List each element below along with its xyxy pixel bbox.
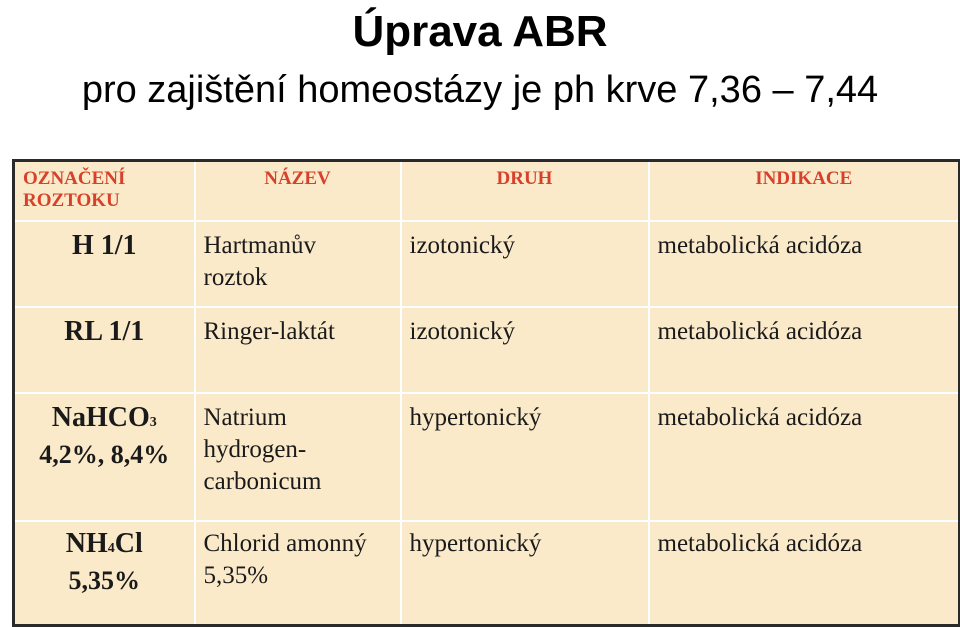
cell-code	[14, 393, 195, 521]
formula-main: NaHCO	[51, 402, 150, 433]
name-line: hydrogen-	[203, 436, 307, 463]
code-formula	[23, 402, 186, 439]
cell-code	[14, 307, 195, 393]
name-line: roztok	[203, 264, 268, 291]
name-line: Chlorid amonný	[203, 530, 367, 557]
code-text: H 1/1	[71, 230, 137, 261]
formula-pre: NH	[65, 528, 108, 559]
formula-post: Cl	[114, 528, 143, 559]
page-subtitle: pro zajištění homeostázy je ph krve 7,36 – 7,44	[81, 69, 879, 111]
formula-subscript: 4	[107, 541, 115, 556]
name-line: Natrium	[203, 404, 287, 431]
cell-code	[14, 221, 195, 307]
cell-name	[195, 393, 401, 521]
cell-druh: hypertonický	[401, 393, 649, 521]
table-row	[14, 521, 960, 626]
name-line: Hartmanův	[203, 232, 316, 259]
solutions-table	[12, 159, 960, 627]
code-text: RL 1/1	[64, 316, 145, 347]
header-oznaceni	[14, 161, 195, 222]
formula-subscript: 3	[149, 415, 157, 430]
cell-name	[195, 221, 401, 307]
header-oznaceni-line1: OZNAČENÍ	[23, 168, 126, 189]
cell-indikace: metabolická acidóza	[649, 393, 960, 521]
table-row	[14, 393, 960, 521]
cell-druh: izotonický	[401, 307, 649, 393]
cell-indikace: metabolická acidóza	[649, 521, 960, 626]
cell-name: Ringer-laktát	[195, 307, 401, 393]
header-indikace: INDIKACE	[649, 161, 960, 222]
name-line: carbonicum	[203, 468, 322, 495]
header-oznaceni-line2: ROZTOKU	[23, 190, 120, 211]
cell-druh: izotonický	[401, 221, 649, 307]
table-row	[14, 221, 960, 307]
code-formula	[23, 528, 186, 565]
header-druh: DRUH	[401, 161, 649, 222]
cell-indikace: metabolická acidóza	[649, 221, 960, 307]
cell-druh: hypertonický	[401, 521, 649, 626]
header-nazev: NÁZEV	[195, 161, 401, 222]
page-title: Úprava ABR	[352, 7, 608, 56]
cell-code	[14, 521, 195, 626]
code-concentration: 4,2%, 8,4%	[39, 440, 170, 469]
code-concentration: 5,35%	[68, 566, 140, 595]
table-row	[14, 307, 960, 393]
name-line: 5,35%	[203, 562, 269, 589]
table-header-row	[14, 161, 960, 222]
cell-name	[195, 521, 401, 626]
cell-indikace: metabolická acidóza	[649, 307, 960, 393]
